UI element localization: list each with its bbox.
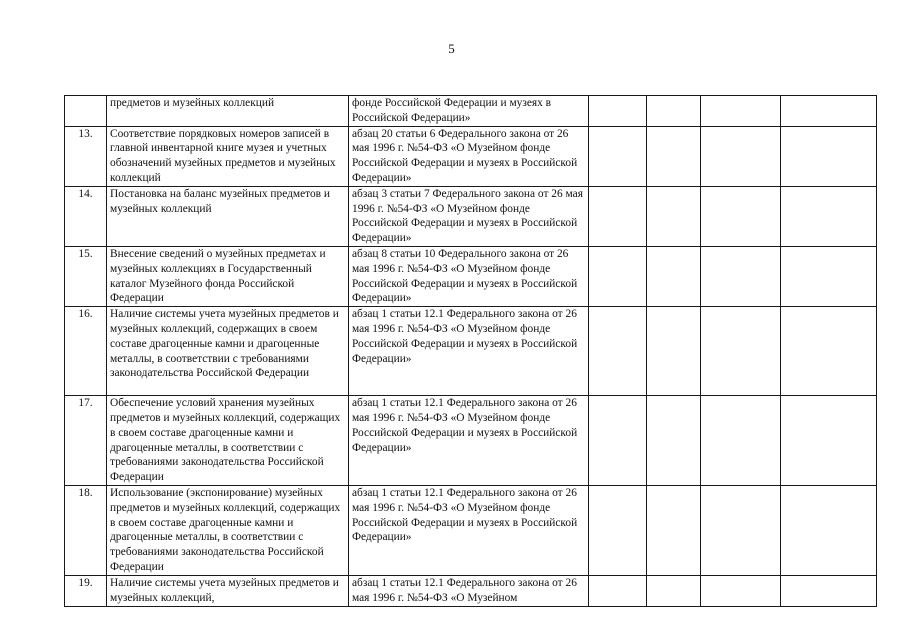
- check-cell-3[interactable]: [701, 246, 781, 306]
- requirement-text: Внесение сведений о музейных предметах и музейных коллекциях в Государственный каталог Музейного фонда Российской Федерации: [107, 246, 349, 306]
- row-number: 19.: [65, 575, 107, 606]
- table-row: [65, 246, 877, 306]
- check-cell-4[interactable]: [781, 396, 877, 486]
- legal-basis: абзац 1 статьи 12.1 Федерального закона от 26 мая 1996 г. №54-ФЗ «О Музейном фонде Российской Федерации и музеях в Российской Федерации»: [349, 307, 589, 396]
- check-cell-2[interactable]: [647, 186, 701, 246]
- check-cell-2[interactable]: [647, 307, 701, 396]
- row-number: 18.: [65, 485, 107, 575]
- table-row: [65, 96, 877, 127]
- check-cell-1[interactable]: [589, 126, 647, 186]
- row-number: 17.: [65, 396, 107, 486]
- requirement-text: Наличие системы учета музейных предметов и музейных коллекций, содержащих в своем составе драгоценные камни и драгоценные металлы, в соответствии с требованиями законодательства Российской Федерации: [107, 307, 349, 396]
- check-cell-4[interactable]: [781, 186, 877, 246]
- row-number: 15.: [65, 246, 107, 306]
- requirement-text: Использование (экспонирование) музейных предметов и музейных коллекций, содержащих в своем составе драгоценные камни и драгоценные металлы, в соответствии с требованиями законодательства Российской Федерации: [107, 485, 349, 575]
- table-row: [65, 485, 877, 575]
- check-cell-3[interactable]: [701, 96, 781, 127]
- check-cell-4[interactable]: [781, 246, 877, 306]
- check-cell-3[interactable]: [701, 126, 781, 186]
- check-cell-2[interactable]: [647, 246, 701, 306]
- table-row: [65, 186, 877, 246]
- table-row: [65, 575, 877, 606]
- check-cell-1[interactable]: [589, 307, 647, 396]
- check-cell-4[interactable]: [781, 485, 877, 575]
- table-row: [65, 396, 877, 486]
- legal-basis: абзац 8 статьи 10 Федерального закона от 26 мая 1996 г. №54-ФЗ «О Музейном фонде Российской Федерации и музеях в Российской Федерации»: [349, 246, 589, 306]
- check-cell-3[interactable]: [701, 307, 781, 396]
- legal-basis: абзац 3 статьи 7 Федерального закона от 26 мая 1996 г. №54-ФЗ «О Музейном фонде Российской Федерации и музеях в Российской Федерации»: [349, 186, 589, 246]
- row-number: 16.: [65, 307, 107, 396]
- check-cell-1[interactable]: [589, 485, 647, 575]
- check-cell-1[interactable]: [589, 575, 647, 606]
- legal-basis: абзац 1 статьи 12.1 Федерального закона от 26 мая 1996 г. №54-ФЗ «О Музейном фонде Российской Федерации и музеях в Российской Федерации»: [349, 485, 589, 575]
- check-cell-4[interactable]: [781, 126, 877, 186]
- check-cell-2[interactable]: [647, 126, 701, 186]
- check-cell-4[interactable]: [781, 96, 877, 127]
- check-cell-2[interactable]: [647, 96, 701, 127]
- requirement-text: предметов и музейных коллекций: [107, 96, 349, 127]
- requirement-text: Постановка на баланс музейных предметов и музейных коллекций: [107, 186, 349, 246]
- row-number: 14.: [65, 186, 107, 246]
- check-cell-4[interactable]: [781, 575, 877, 606]
- row-number: [65, 96, 107, 127]
- requirement-text: Наличие системы учета музейных предметов и музейных коллекций,: [107, 575, 349, 606]
- check-cell-1[interactable]: [589, 396, 647, 486]
- check-cell-3[interactable]: [701, 186, 781, 246]
- requirement-text: Обеспечение условий хранения музейных предметов и музейных коллекций, содержащих в своем составе драгоценные камни и драгоценные металлы, в соответствии с требованиями законодательства Российской Федерации: [107, 396, 349, 486]
- legal-basis: абзац 1 статьи 12.1 Федерального закона от 26 мая 1996 г. №54-ФЗ «О Музейном фонде Российской Федерации и музеях в Российской Федерации»: [349, 396, 589, 486]
- check-cell-3[interactable]: [701, 485, 781, 575]
- check-cell-2[interactable]: [647, 485, 701, 575]
- check-cell-1[interactable]: [589, 96, 647, 127]
- check-cell-2[interactable]: [647, 396, 701, 486]
- check-cell-2[interactable]: [647, 575, 701, 606]
- row-number: 13.: [65, 126, 107, 186]
- legal-basis: фонде Российской Федерации и музеях в Российской Федерации»: [349, 96, 589, 127]
- table-row: [65, 126, 877, 186]
- check-cell-1[interactable]: [589, 186, 647, 246]
- page-number: 5: [448, 41, 455, 56]
- table-row: [65, 307, 877, 396]
- check-cell-1[interactable]: [589, 246, 647, 306]
- requirement-text: Соответствие порядковых номеров записей в главной инвентарной книге музея и учетных обозначений музейных предметов и музейных коллекций: [107, 126, 349, 186]
- checklist-table: [64, 95, 877, 607]
- legal-basis: абзац 20 статьи 6 Федерального закона от 26 мая 1996 г. №54-ФЗ «О Музейном фонде Российской Федерации и музеях в Российской Федерации»: [349, 126, 589, 186]
- legal-basis: абзац 1 статьи 12.1 Федерального закона от 26 мая 1996 г. №54-ФЗ «О Музейном: [349, 575, 589, 606]
- check-cell-3[interactable]: [701, 575, 781, 606]
- check-cell-4[interactable]: [781, 307, 877, 396]
- check-cell-3[interactable]: [701, 396, 781, 486]
